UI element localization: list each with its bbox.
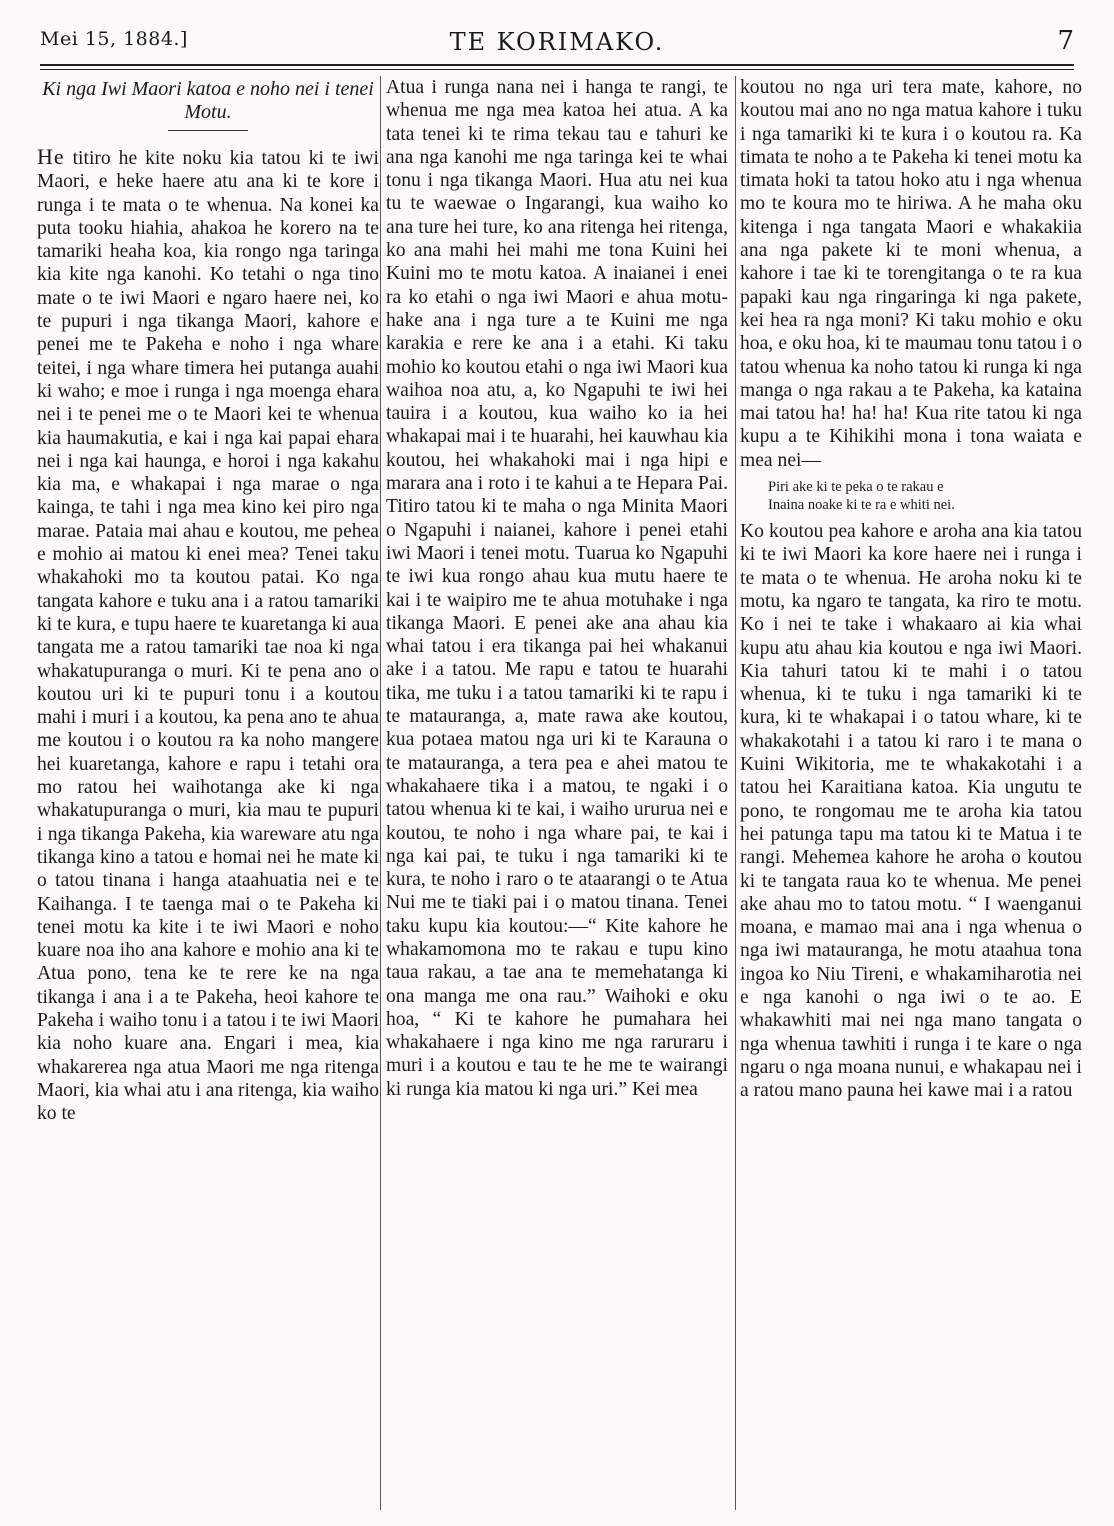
song-quote (768, 478, 1082, 514)
article-paragraph (37, 145, 379, 1125)
column-3-text-continued: Ko koutou pea kahore e aroha ana kia tatou ki te iwi Maori ka kore haere nei i runga i te mata o te whenua. He aroha noku ki te motu, ka ngaro te tangata, ka riro te motu. Ko i nei te take i whakaaro ai kia whai kupu atu ahau kia koutou e nga iwi Maori. Kia tahuri tatou ki te mahi i o tatou whenua, ki te tuku i nga tamariki ki te kura, ki te whakapai i o tatou whare, ki te whakakotahi i a tatou ki raro i te mana o Kuini Wikitoria, me te whakakotahi i a tatou hei Karaitiana katoa. Kia ungutu te pono, te rongomau me te aroha kia tatou hei patunga tapu ma tatou ki te Matua i te rangi. Mehemea kahore he aroha o koutou ki te tangata raua ko te whenua. Me penei ake ahau mo to tatou motu. “ I waenganui moana, e mamao mai ana i nga whenua o nga iwi matauranga, he motu ataahua tona ingoa ko Niu Tireni, e whakamiharotia nei e nga kanohi o nga iwi o te ao. E whakawhiti mai nei nga mano tangata o nga whenua tawhiti i runga i te kare o nga ngaru o nga moana nunui, e whakapau nei i a ratou mano pauna hei kawe mai i a ratou (740, 521, 1082, 1102)
column-1-text: titiro he kite noku kia tatou ki te iwi Maori, e heke haere atu ana ki te kore i runga i te mata o te whenua. Na konei ka puta tooku hiahia, ahakoa he korero na te tamariki heaha koa, kia rongo nga taringa kia kite nga kanohi. Ko tetahi o nga tino mate o te iwi Maori e ngaro haere nei, ko te pupuri i nga tikanga Maori, kahore e penei me te Pakeha e noho i nga whare teitei, i nga whare timera hei putanga auahi ki waho; e moe i runga i nga moenga ehara nei i te penei me o te Maori kei te whenua kia haumakutia, e kai i nga kai papai ehara nei i nga kai haunga, e horoi i nga kakahu kia ma, e whakapai i nga marae o nga kainga, te tahi i nga mea kino kei piro nga marae. Pataia mai ahau e koutou, me pehea e mohio ai matou ki enei mea? Tenei taku whakahoki mo ta koutou patai. Ko nga tangata kahore e tuku ana i a ratou tamariki ki te kura, e tupu haere te kuaretanga ki aua tangata me a ratou tamariki tae noa ki nga whakatupuranga o muri. Ki te pena ano o koutou uri ki te pupuri tonu i a koutou mahi i muri i a koutou, ka pena ano te ahua me koutou i o koutou ra ka noho mangere hei kuaretanga, kahore e rapu i tetahi ora mo ratou hei waihotanga ake ki nga whakatupuranga o muri, kia mau te pupuri i nga tikanga Pakeha, kia wareware atu nga tikanga kino a tatou e homai nei he mate ki o tatou tinana i hanga ataahuatia nei e te Kaihanga. I te taenga mai o te Pakeha ki tenei motu ka kite i te iwi Maori e noho kuare noa iho ana kahore e mohio ana ki te Atua pono, tena ke te rere ke na nga tikanga i ana i a te Pakeha, heoi kahore te Pakeha i waiho tonu i a tatou i te iwi Maori kia noho kuare ana. Engari i mea, kia whakarerea nga atua Maori me nga ritenga Maori, kia whai atu i ana ritenga, kia waiho ko te (37, 148, 379, 1125)
page-number: 7 (1057, 26, 1074, 56)
newspaper-title: TE KORIMAKO. (449, 28, 665, 56)
column-divider (735, 76, 736, 1510)
header-rule-thin (40, 69, 1074, 70)
verse-line: Inaina noake ki te ra e whiti nei. (768, 497, 955, 514)
column-2-text: Atua i runga nana nei i hanga te rangi, te whenua me nga mea katoa hei atua. A ka tata tenei ki te rima tekau tau e tahuri ke ana nga kanohi me nga taringa kei te whai tonu i nga tikanga Maori. Hua atu nei kua tu te waewae o Ingarangi, kua waiho ko ana ture hei ture, ko ana ritenga hei ritenga, ko ana mahi hei mahi me tona Kuini hei Kuini mo te motu katoa. A inaianei i enei ra ko etahi o nga iwi Maori e ahua motu-hake ana i nga ture a te Kuini me nga karakia e rere ke ana i a etahi. Ki taku mohio ko koutou etahi o nga iwi Maori kua waihoa noa atu, a, ko Ngapuhi te iwi hei tauira i a koutou, kua waiho ko ia hei whakapai mai i te huarahi, hei kauwhau kia koutou, hei whakahoki mai i nga hipi e marara ana i roto i te kahui a te Hepara Pai. Titiro tatou ki te maha o nga Minita Maori o Ngapuhi i naianei, kahore i penei etahi iwi Maori i tenei motu. Tuarua ko Ngapuhi te iwi kua rongo ahau kua mutu haere te kai i te waipiro me te ahua motuhake i nga tikanga Maori. E penei ake ana ahau kia whai tatou i era tikanga pai hei whakanui ake i a tatou. Me rapu e tatou te huarahi tika, me tuku i a tatou tamariki ki te rapu i te matauranga, a, mate rawa ake koutou, kua potaea matou nga uri ki te Karauna o te matauranga, a tera pea e ahei matou te whakahaere tika i a matou, te ngaki i o tatou whenua ki te kai, i waiho ururua nei e koutou, te noho i nga whare pai, te kai i nga kai pai, te tuku i nga tamariki ki te kura, te noho i raro o te ataarangi o te Atua Nui me te tiaki pai i o matou tinana. Tenei taku kupu kia koutou:—“ Kite kahore he whakamomona mo te rakau e tupu kino taua rakau, a tae ana te memehatanga ki ona manga me ona rau.” Waihoki e oku hoa, “ Ki te kahore he pumahara hei whakahaere i nga kino me nga raruraru i muri i a koutou e tau te he me te wairangi ki runga kia matou ki nga uri.” Kei mea (386, 77, 728, 1100)
verse-line: Piri ake ki te peka o te rakau e (768, 479, 944, 496)
issue-date: Mei 15, 1884.] (40, 28, 188, 50)
column-3 (740, 76, 1082, 1102)
header-rule-thick (40, 64, 1074, 66)
opening-word: He (37, 144, 65, 169)
article-heading: Ki nga Iwi Maori katoa e noho nei i tenei Motu. (42, 78, 374, 123)
column-divider (380, 76, 381, 1510)
heading-rule (168, 130, 248, 131)
masthead (40, 28, 1074, 64)
column-3-text: koutou no nga uri tera mate, kahore, no koutou mai ano no nga matua kahore i tuku i nga tamariki ki te kura i o koutou ra. Ka timata te noho a te Pakeha ki tenei motu ka timata hoki ta tatou hoko atu i nga whenua mo te koura mo te hiriwa. A he maha oku kitenga i nga tangata Maori e whakakiia ana nga pakete ki te moni whenua, a kahore i tae ki te torengitanga o te ra kua papaki kau nga ringaringa ki nga pakete, kei hea ra nga moni? Ki taku mohio e oku hoa, e oku hoa, ki te maumau tonu tatou i o tatou whenua ka noho tatou ki runga ki nga manga o nga rakau a te Pakeha, ka kataina mai tatou ha! ha! ha! Kua rite tatou ki nga kupu a te Kihikihi mona i tona waiata e mea nei— (740, 77, 1082, 471)
column-2 (386, 76, 728, 1101)
column-1 (37, 76, 379, 1125)
